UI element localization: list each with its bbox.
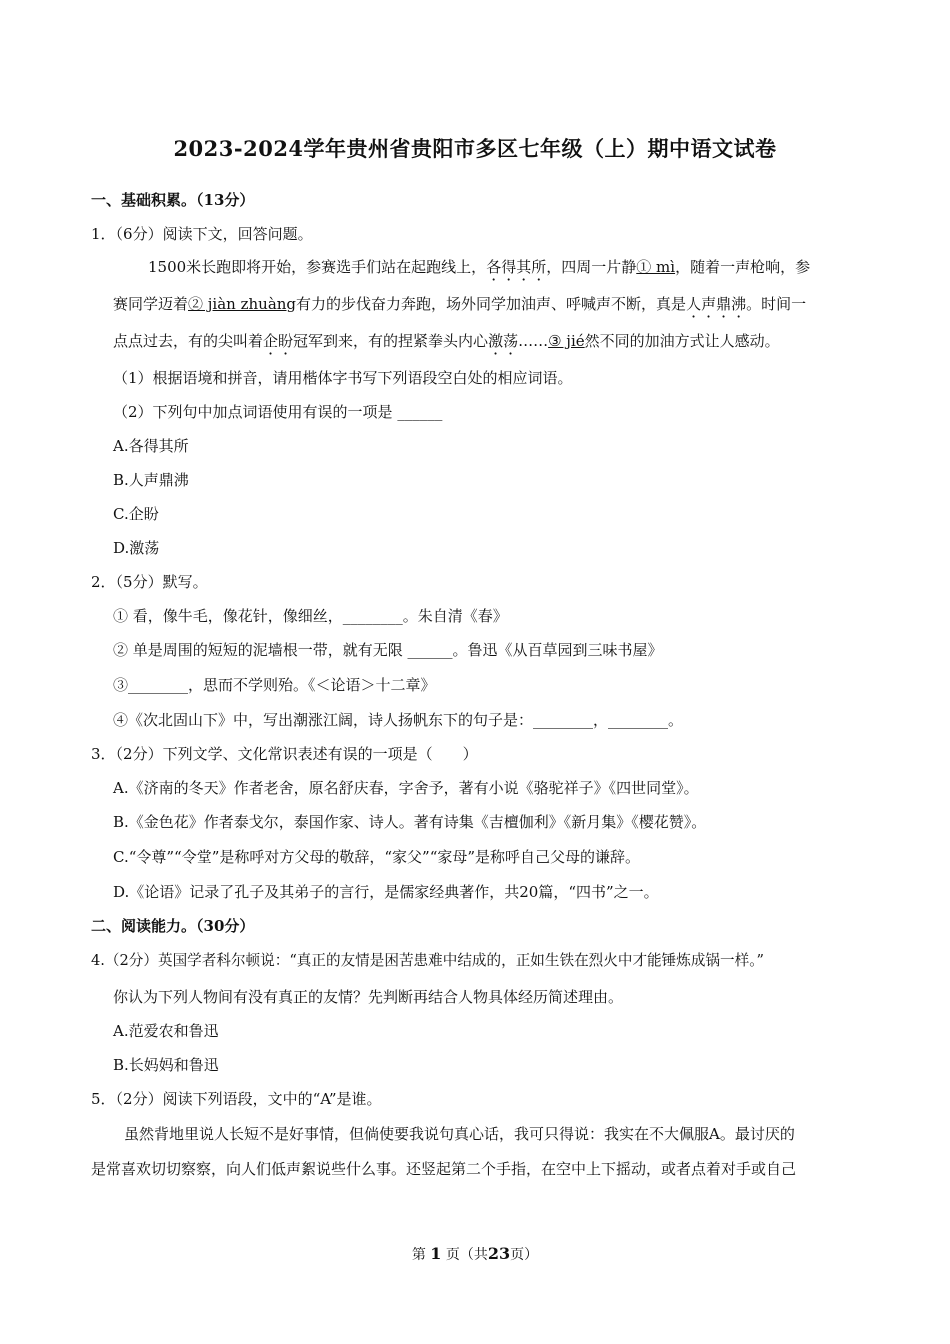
q2-item-3: ③________，思而不学则殆。《＜论语＞十二章》 — [113, 676, 436, 694]
emphasis-dot-char: 各 — [486, 258, 502, 276]
q1-text: ，四周一片静 — [546, 258, 637, 276]
q1-text: 1500米长跑即将开始，参赛选手们站在起跑线上， — [148, 258, 487, 276]
q1-text: 冠军到来，有的捏紧拳头内心 — [293, 332, 489, 350]
emphasis-dot-char: 得 — [501, 258, 517, 276]
q1-stem: 1．（6分）阅读下文，回答问题。 — [91, 225, 313, 243]
q1-passage-line-2 — [113, 294, 806, 314]
emphasis-dot-char: 所 — [531, 258, 547, 276]
emphasis-dot-char: 沸 — [731, 295, 747, 313]
q5-passage-line-1: 虽然背地里说人长短不是好事情，但倘使要我说句真心话，我可只得说：我实在不大佩服A。最讨厌的 — [124, 1125, 795, 1143]
section-2-heading: 二、阅读能力。（30分） — [91, 917, 255, 935]
q1-blank-3: ③ jié — [548, 332, 585, 350]
q4-stem: 4.（2分）英国学者科尔顿说：“真正的友情是困苦患难中结成的，正如生铁在烈火中才能锤炼成锅一样。” — [91, 952, 764, 969]
q1-sub-question-1: （1）根据语境和拼音，请用楷体字书写下列语段空白处的相应词语。 — [113, 369, 573, 387]
footer-text: 页） — [510, 1247, 539, 1263]
exam-title: 2023-2024学年贵州省贵阳市多区七年级（上）期中语文试卷 — [173, 136, 777, 161]
q2-stem: 2．（5分）默写。 — [91, 573, 208, 591]
footer-text: 第 — [411, 1247, 426, 1263]
q5-stem: 5．（2分）阅读下列语段，文中的“A”是谁。 — [91, 1090, 382, 1108]
q1-dotted-word-4 — [488, 332, 518, 350]
q4-option-a: A.范爱农和鲁迅 — [113, 1022, 219, 1040]
footer-text: 页（共 — [445, 1247, 488, 1263]
q2-item-1: ① 看，像牛毛，像花针，像细丝，________。朱自清《春》 — [113, 607, 508, 625]
footer-total-pages: 23 — [487, 1244, 511, 1263]
q4-option-b: B.长妈妈和鲁迅 — [113, 1056, 219, 1074]
emphasis-dot-char: 荡 — [503, 332, 519, 350]
emphasis-dot-char: 激 — [488, 332, 504, 350]
q1-dotted-word-2 — [686, 295, 746, 313]
emphasis-dot-char: 其 — [516, 258, 532, 276]
section-1-heading: 一、基础积累。（13分） — [91, 191, 255, 209]
q1-passage-line-1 — [148, 257, 810, 277]
emphasis-dot-char: 鼎 — [716, 295, 732, 313]
q3-option-a: A.《济南的冬天》作者老舍，原名舒庆春，字舍予，著有小说《骆驼祥子》《四世同堂》。 — [113, 779, 699, 797]
q3-option-b: B.《金色花》作者泰戈尔，泰国作家、诗人。著有诗集《吉檀伽利》《新月集》《樱花赞》。 — [113, 813, 707, 831]
q1-text: …… — [518, 332, 549, 350]
q2-item-2: ② 单是周围的短短的泥墙根一带，就有无限 ______。鲁迅《从百草园到三味书屋》 — [113, 641, 663, 659]
q1-text: 赛同学迈着 — [113, 295, 189, 313]
q4-line-2: 你认为下列人物间有没有真正的友情？先判断再结合人物具体经历简述理由。 — [113, 988, 624, 1006]
q1-blank-2: ② jiàn zhuàng — [188, 295, 297, 313]
q1-dotted-word-1 — [486, 258, 546, 276]
q1-text: 有力的步伐奋力奔跑，场外同学加油声、呼喊声不断，真是 — [296, 295, 687, 313]
q1-option-a: A.各得其所 — [113, 437, 189, 455]
q1-text: 点点过去，有的尖叫着 — [113, 332, 264, 350]
q1-text: 。时间一 — [746, 295, 807, 313]
q1-option-d: D.激荡 — [113, 539, 160, 557]
q1-passage-line-3 — [113, 331, 780, 351]
page-footer — [0, 1244, 950, 1264]
q1-text: 然不同的加油方式让人感动。 — [584, 332, 780, 350]
emphasis-dot-char: 声 — [701, 295, 717, 313]
footer-page-number: 1 — [430, 1244, 442, 1263]
q1-text: ，随着一声枪响，参 — [675, 258, 811, 276]
q2-item-4: ④《次北固山下》中，写出潮涨江阔，诗人扬帆东下的句子是：________，________。 — [113, 711, 684, 729]
q3-option-c: C.“令尊”“令堂”是称呼对方父母的敬辞，“家父”“家母”是称呼自己父母的谦辞。 — [113, 848, 641, 866]
emphasis-dot-char: 企 — [263, 332, 279, 350]
q3-stem: 3．（2分）下列文学、文化常识表述有误的一项是（ ） — [91, 745, 478, 763]
q1-option-b: B.人声鼎沸 — [113, 471, 189, 489]
q1-sub-question-2: （2）下列句中加点词语使用有误的一项是 ______ — [113, 403, 443, 421]
emphasis-dot-char: 盼 — [278, 332, 294, 350]
q1-blank-1: ① mì — [636, 258, 676, 276]
emphasis-dot-char: 人 — [686, 295, 702, 313]
q1-option-c: C.企盼 — [113, 505, 159, 523]
q1-dotted-word-3 — [263, 332, 293, 350]
q5-passage-line-2: 是常喜欢切切察察，向人们低声絮说些什么事。还竖起第二个手指，在空中上下摇动，或者点着对手或自己 — [91, 1160, 797, 1178]
q3-option-d: D.《论语》记录了孔子及其弟子的言行，是儒家经典著作，共20篇，“四书”之一。 — [113, 883, 659, 901]
